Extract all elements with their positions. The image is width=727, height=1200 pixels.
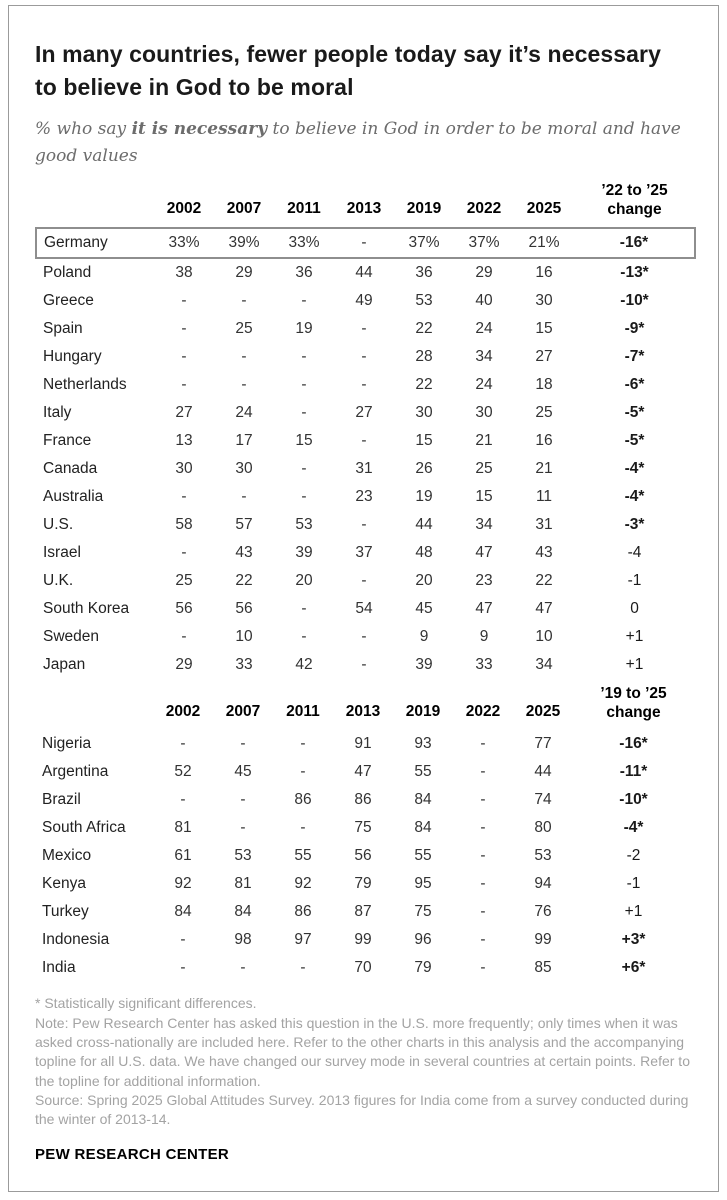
value-cell: 10 (535, 628, 553, 646)
value-cell: - (181, 292, 187, 310)
change-cell: +6* (621, 959, 646, 977)
country-cell: France (43, 432, 92, 450)
country-cell: Sweden (43, 628, 100, 646)
year-header: 2025 (525, 703, 561, 721)
value-cell: - (181, 320, 187, 338)
corner-cell (35, 679, 153, 730)
change-cell: -16* (619, 735, 648, 753)
value-cell: 28 (415, 348, 433, 366)
value-cell: - (180, 735, 186, 753)
value-cell: 80 (534, 819, 552, 837)
change-cell: -5* (624, 432, 645, 450)
value-cell: 37% (394, 228, 454, 258)
value-cell: 15 (535, 320, 553, 338)
value-cell: 24 (475, 320, 493, 338)
table-row (36, 258, 695, 287)
value-cell: 84 (174, 903, 192, 921)
value-cell: 31 (535, 516, 553, 534)
value-cell: 39 (415, 656, 433, 674)
value-cell: 91 (354, 735, 372, 753)
table-row (36, 371, 695, 399)
value-cell: 57 (235, 516, 253, 534)
value-cell: 47 (475, 544, 493, 562)
country-cell: Israel (43, 544, 81, 562)
country-cell: Mexico (42, 847, 92, 865)
country-cell: Italy (43, 404, 72, 422)
year-header: 2007 (226, 200, 262, 218)
country-cell: Spain (43, 320, 83, 338)
value-cell: - (361, 572, 367, 590)
table-row (35, 814, 694, 842)
value-cell: 44 (534, 763, 552, 781)
value-cell: 34 (475, 516, 493, 534)
table-row (35, 926, 694, 954)
footnotes (35, 994, 694, 1129)
change-cell: -4* (624, 460, 645, 478)
value-cell: 21 (475, 432, 493, 450)
value-cell: 85 (534, 959, 552, 977)
value-cell: 56 (354, 847, 372, 865)
value-cell: 94 (534, 875, 552, 893)
year-header: 2011 (286, 703, 320, 721)
country-cell: Poland (43, 264, 92, 282)
value-cell: 95 (414, 875, 432, 893)
value-cell: - (480, 847, 486, 865)
value-cell: 48 (415, 544, 433, 562)
table-row (36, 595, 695, 623)
value-cell: 17 (235, 432, 253, 450)
value-cell: 33% (274, 228, 334, 258)
value-cell: 87 (354, 903, 372, 921)
value-cell: - (480, 819, 486, 837)
country-cell: South Korea (43, 600, 130, 618)
year-header: 2019 (405, 703, 441, 721)
value-cell: 54 (355, 600, 373, 618)
value-cell: 36 (415, 264, 433, 282)
country-cell: Japan (43, 656, 86, 674)
country-cell: Canada (43, 460, 98, 478)
year-header: 2002 (166, 200, 202, 218)
value-cell: 24 (235, 404, 253, 422)
value-cell: 22 (415, 376, 433, 394)
value-cell: 37% (454, 228, 514, 258)
value-cell: 20 (295, 572, 313, 590)
value-cell: - (180, 931, 186, 949)
subtitle-suffix: to believe in God in order to be moral and have good values (35, 118, 681, 166)
value-cell: 92 (294, 875, 312, 893)
change-cell: -2 (626, 847, 641, 865)
table-row (35, 870, 694, 898)
value-cell: 16 (535, 264, 553, 282)
value-cell: 29 (175, 656, 193, 674)
header-row (35, 679, 694, 730)
change-cell: -5* (624, 404, 645, 422)
value-cell: 11 (535, 488, 553, 506)
value-cell: 43 (535, 544, 553, 562)
table-row (36, 483, 695, 511)
value-cell: 22 (235, 572, 253, 590)
subtitle-prefix: % who say (35, 118, 132, 139)
year-header: 2007 (225, 703, 261, 721)
value-cell: 45 (415, 600, 433, 618)
country-cell: Brazil (42, 791, 81, 809)
value-cell: 15 (475, 488, 493, 506)
value-cell: - (241, 292, 247, 310)
value-cell: - (240, 735, 246, 753)
table-row (35, 842, 694, 870)
footnote-line: Source: Spring 2025 Global Attitudes Survey. 2013 figures for India come from a survey conducted during the winter of 2013-14. (35, 1092, 689, 1128)
change-cell: -3* (624, 516, 645, 534)
value-cell: 27 (535, 348, 553, 366)
value-cell: - (480, 875, 486, 893)
value-cell: 26 (415, 460, 433, 478)
value-cell: - (181, 544, 187, 562)
year-header: 2025 (526, 200, 562, 218)
value-cell: - (240, 959, 246, 977)
value-cell: - (480, 959, 486, 977)
value-cell: 81 (174, 819, 192, 837)
value-cell: - (300, 735, 306, 753)
table-row (35, 898, 694, 926)
value-cell: - (301, 292, 307, 310)
value-cell: 27 (355, 404, 373, 422)
value-cell: 47 (475, 600, 493, 618)
value-cell: 25 (475, 460, 493, 478)
value-cell: 55 (414, 763, 432, 781)
survey-table-2 (35, 679, 694, 982)
value-cell: - (300, 959, 306, 977)
value-cell: 44 (355, 264, 373, 282)
value-cell: 76 (534, 903, 552, 921)
value-cell: - (480, 763, 486, 781)
value-cell: - (361, 432, 367, 450)
value-cell: 93 (414, 735, 432, 753)
table-row (36, 427, 695, 455)
value-cell: 37 (355, 544, 373, 562)
value-cell: 19 (295, 320, 313, 338)
value-cell: 74 (534, 791, 552, 809)
value-cell: 52 (174, 763, 192, 781)
change-cell: -11* (619, 763, 648, 781)
country-cell: Turkey (42, 903, 89, 921)
change-header: ’22 to ’25 change (601, 182, 668, 218)
value-cell: 30 (175, 460, 193, 478)
value-cell: 36 (295, 264, 313, 282)
value-cell: 92 (174, 875, 192, 893)
value-cell: 99 (534, 931, 552, 949)
tables-container (35, 176, 694, 982)
value-cell: 55 (414, 847, 432, 865)
value-cell: 25 (535, 404, 553, 422)
value-cell: 20 (415, 572, 433, 590)
value-cell: 23 (355, 488, 373, 506)
value-cell: 39 (295, 544, 313, 562)
country-cell: Australia (43, 488, 104, 506)
value-cell: 25 (235, 320, 253, 338)
table-row (36, 567, 695, 595)
year-header: 2022 (465, 703, 501, 721)
value-cell: 21 (535, 460, 553, 478)
value-cell: 15 (415, 432, 433, 450)
change-cell: -10* (619, 791, 648, 809)
table-row (35, 730, 694, 758)
value-cell: 55 (294, 847, 312, 865)
value-cell: 30 (235, 460, 253, 478)
table-row (36, 539, 695, 567)
value-cell: - (301, 600, 307, 618)
table-row (36, 455, 695, 483)
value-cell: - (301, 348, 307, 366)
value-cell: 70 (354, 959, 372, 977)
value-cell: 29 (235, 264, 253, 282)
value-cell: 45 (234, 763, 252, 781)
country-cell: Netherlands (43, 376, 127, 394)
value-cell: 30 (475, 404, 493, 422)
change-cell: -10* (620, 292, 649, 310)
country-cell: South Africa (42, 819, 126, 837)
change-cell: -13* (620, 264, 649, 282)
value-cell: 98 (234, 931, 252, 949)
country-cell: Kenya (42, 875, 86, 893)
footnote-line: * Statistically significant differences. (35, 995, 257, 1012)
value-cell: 81 (234, 875, 252, 893)
value-cell: - (181, 628, 187, 646)
value-cell: 31 (355, 460, 373, 478)
value-cell: 79 (414, 959, 432, 977)
chart-frame (8, 5, 719, 1192)
change-cell: -9* (624, 320, 645, 338)
year-header: 2011 (287, 200, 321, 218)
value-cell: 24 (475, 376, 493, 394)
value-cell: 34 (475, 348, 493, 366)
table-row (35, 954, 694, 982)
year-header: 2013 (345, 703, 381, 721)
value-cell: 22 (535, 572, 553, 590)
value-cell: - (181, 488, 187, 506)
value-cell: 61 (174, 847, 192, 865)
value-cell: 86 (354, 791, 372, 809)
value-cell: - (361, 376, 367, 394)
value-cell: - (241, 376, 247, 394)
value-cell: 22 (415, 320, 433, 338)
country-cell: U.K. (43, 572, 74, 590)
value-cell: 86 (294, 903, 312, 921)
survey-table-1 (35, 176, 696, 679)
value-cell: 43 (235, 544, 253, 562)
value-cell: 9 (419, 628, 429, 646)
value-cell: - (301, 488, 307, 506)
value-cell: 86 (294, 791, 312, 809)
value-cell: 84 (414, 819, 432, 837)
value-cell: - (361, 656, 367, 674)
value-cell: - (300, 819, 306, 837)
value-cell: 47 (354, 763, 372, 781)
table-row (36, 511, 695, 539)
value-cell: 21% (514, 228, 574, 258)
footnote-line: Note: Pew Research Center has asked this question in the U.S. more frequently; only times when it was asked cross-nationally are included here. Refer to the other charts in this analysis and the accompanying topline for all U.S. data. We have changed our survey mode in several countries at certain points. Refer to the topline for additional information. (35, 1014, 690, 1089)
value-cell: 13 (175, 432, 193, 450)
value-cell: 9 (479, 628, 489, 646)
value-cell: 39% (214, 228, 274, 258)
year-header: 2013 (346, 200, 382, 218)
country-cell: Nigeria (42, 735, 92, 753)
value-cell: 49 (355, 292, 373, 310)
value-cell: 58 (175, 516, 193, 534)
value-cell: 53 (234, 847, 252, 865)
change-cell: -4* (624, 488, 645, 506)
value-cell: - (181, 376, 187, 394)
table-row (36, 623, 695, 651)
table-row (36, 399, 695, 427)
value-cell: 23 (475, 572, 493, 590)
country-cell: Greece (43, 292, 94, 310)
value-cell: - (240, 791, 246, 809)
value-cell: 29 (475, 264, 493, 282)
year-header: 2022 (466, 200, 502, 218)
value-cell: - (241, 488, 247, 506)
change-cell: +1 (624, 903, 643, 921)
value-cell: 33 (235, 656, 253, 674)
value-cell: - (480, 903, 486, 921)
value-cell: 53 (295, 516, 313, 534)
table-row (35, 758, 694, 786)
value-cell: 44 (415, 516, 433, 534)
table-row (36, 343, 695, 371)
value-cell: - (180, 791, 186, 809)
value-cell: 38 (175, 264, 193, 282)
value-cell: 53 (415, 292, 433, 310)
year-header: 2019 (406, 200, 442, 218)
value-cell: - (241, 348, 247, 366)
change-cell: -1 (626, 875, 641, 893)
value-cell: - (301, 460, 307, 478)
value-cell: 25 (175, 572, 193, 590)
change-cell: -1 (627, 572, 642, 590)
value-cell: - (301, 376, 307, 394)
table-row (36, 228, 695, 258)
value-cell: 34 (535, 656, 553, 674)
value-cell: - (334, 228, 394, 258)
value-cell: - (240, 819, 246, 837)
change-header: ’19 to ’25 change (600, 685, 667, 721)
value-cell: 77 (534, 735, 552, 753)
year-header: 2002 (165, 703, 201, 721)
country-cell: Argentina (42, 763, 109, 781)
value-cell: - (480, 791, 486, 809)
value-cell: 33 (475, 656, 493, 674)
subtitle-emphasis: it is necessary (131, 118, 268, 139)
value-cell: - (480, 931, 486, 949)
value-cell: - (361, 348, 367, 366)
value-cell: 16 (535, 432, 553, 450)
value-cell: 75 (354, 819, 372, 837)
page-subtitle (35, 116, 690, 170)
value-cell: - (300, 763, 306, 781)
value-cell: 99 (354, 931, 372, 949)
table-row (36, 287, 695, 315)
value-cell: 18 (535, 376, 553, 394)
table-row (36, 651, 695, 679)
value-cell: 75 (414, 903, 432, 921)
value-cell: 40 (475, 292, 493, 310)
change-cell: -7* (624, 348, 645, 366)
value-cell: 79 (354, 875, 372, 893)
value-cell: 15 (295, 432, 313, 450)
country-cell: U.S. (43, 516, 74, 534)
value-cell: - (301, 404, 307, 422)
value-cell: 19 (415, 488, 433, 506)
value-cell: 27 (175, 404, 193, 422)
value-cell: 30 (535, 292, 553, 310)
brand-logotype: PEW RESEARCH CENTER (35, 1145, 230, 1163)
change-cell: -4* (623, 819, 644, 837)
value-cell: - (301, 628, 307, 646)
value-cell: - (361, 516, 367, 534)
value-cell: 42 (295, 656, 313, 674)
value-cell: 10 (235, 628, 253, 646)
value-cell: 56 (235, 600, 253, 618)
value-cell: 30 (415, 404, 433, 422)
table-row (35, 786, 694, 814)
page-title: In many countries, fewer people today say it’s necessary to believe in God to be moral (35, 41, 661, 101)
value-cell: 53 (534, 847, 552, 865)
value-cell: 96 (414, 931, 432, 949)
value-cell: 84 (234, 903, 252, 921)
change-cell: +3* (621, 931, 646, 949)
table-row (36, 315, 695, 343)
value-cell: 33% (154, 228, 214, 258)
country-cell: Hungary (43, 348, 102, 366)
value-cell: - (361, 628, 367, 646)
value-cell: 97 (294, 931, 312, 949)
change-cell: 0 (630, 600, 639, 618)
value-cell: - (180, 959, 186, 977)
corner-cell (36, 176, 154, 228)
change-cell: -6* (624, 376, 645, 394)
country-cell: Indonesia (42, 931, 110, 949)
change-cell: +1 (625, 628, 644, 646)
change-cell: -16* (574, 228, 695, 258)
value-cell: 56 (175, 600, 193, 618)
value-cell: - (181, 348, 187, 366)
value-cell: 84 (414, 791, 432, 809)
country-cell: India (42, 959, 76, 977)
change-cell: +1 (625, 656, 644, 674)
value-cell: 47 (535, 600, 553, 618)
header-row (36, 176, 695, 228)
country-cell: Germany (36, 228, 154, 258)
value-cell: - (361, 320, 367, 338)
value-cell: - (480, 735, 486, 753)
change-cell: -4 (627, 544, 642, 562)
